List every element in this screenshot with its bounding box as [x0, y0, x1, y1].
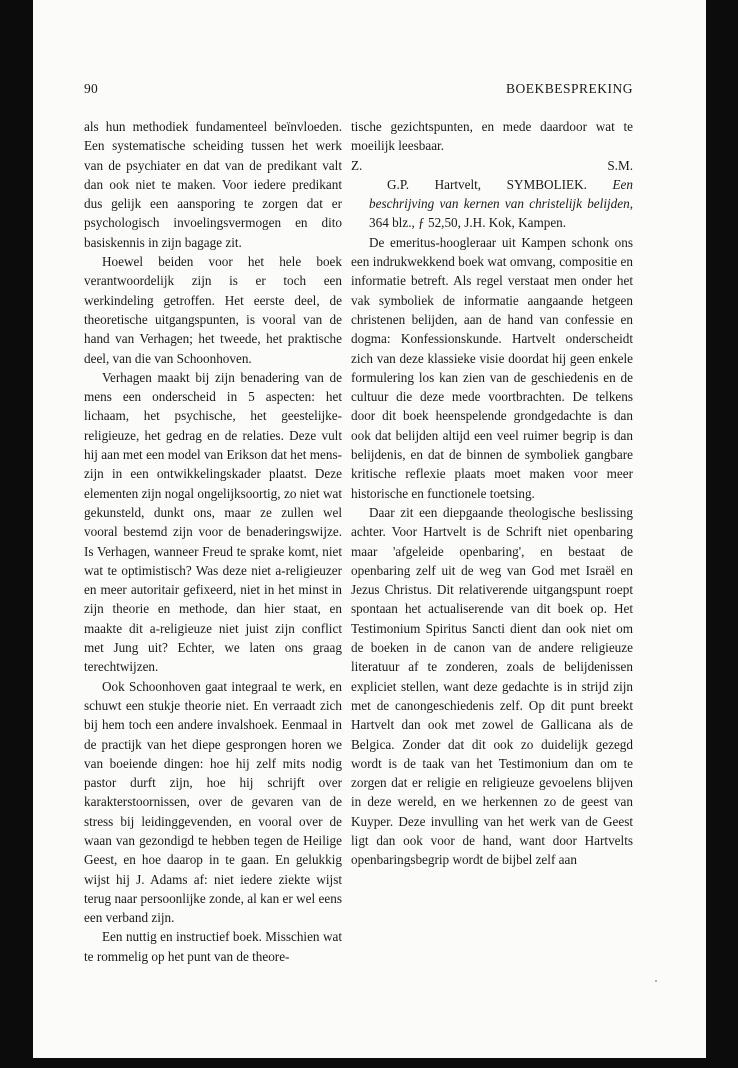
paragraph: Verhagen maakt bij zijn benadering van de mens een onderscheid in 5 aspecten: het lichaam, het psychische, het geestelijke-religieuze, het gedrag en de relaties. Deze vult hij aan met een model van Erikson dat het mens-zijn in een ontwikkelingskader plaatst. Deze elementen zijn nogal ongelijksoortig, zo niet wat gekunsteld, dunkt ons, maar ze zullen wel vooral bestemd zijn voor de benaderingswijze. Is Verhagen, wanneer Freud te sprake komt, niet wat te optimistisch? Was deze niet a-religieuzer en meer autoritair gefixeerd, niet in het minst in zijn theorie en methode, dan hier staat, en maakte dit a-religieuze niet juist zijn conflict met Jung uit? Echter, we laten ons graag terechtwijzen. — [84, 369, 342, 675]
signature-right: S.M. — [607, 157, 633, 173]
paragraph: Daar zit een diepgaande theologische beslissing achter. Voor Hartvelt is de Schrift niet openbaring maar 'afgeleide openbaring', en bestaat de openbaring zelf uit de weg van God met Israël en Jezus Christus. Dit relativerende uitgangspunt roept spontaan het actualiserende van dit boek op. Het Testimonium Spiritus Sancti dient dan ook niet om de boeken in de canon van de andere religieuze literatuur af te zonderen, zoals de belijdenissen expliciet stellen, want deze gedachte is in strijd zijn met de canongeschiedenis zelf. Op dit punt breekt Hartvelt dan ook met zowel de Gallicana als de Belgica. Zonder dat dit ook zo duidelijk gezegd wordt is de taak van het Testimonium dan om te zorgen dat er religie en religieuze gevoelens blijven in deze wereld, en we herkennen zo de geest van Kuyper. Deze invulling van het werk van de Geest ligt dan ook voor de hand, want door Hartvelts openbaringsbegrip wordt de bijbel zelf aan — [351, 504, 633, 868]
paragraph: Een nuttig en instructief boek. Misschien wat te rommelig op het punt van de theore- — [84, 929, 342, 964]
page-number: 90 — [84, 81, 98, 96]
scan-border-right — [706, 0, 738, 1068]
left-column — [84, 117, 342, 966]
paragraph: Hoewel beiden voor het hele boek verantwoordelijk zijn is er toch een werkindeling getroffen. Het eerste deel, de theoretische uitgangspunten, is vooral van de hand van Verhagen; het tweede, het praktische deel, van die van Schoonhoven. — [84, 254, 342, 366]
review-heading — [351, 175, 633, 233]
paragraph: Ook Schoonhoven gaat integraal te werk, en schuwt een stukje theorie niet. En verraadt zich bij hem toch een andere invalshoek. Eenmaal in de practijk van het diepe gesprongen horen we van boeiende dingen: hoe hij zelf mits nodig pastor durft zijn, hoe hij schrijft over karakterstoornissen, over de gevaren van de stress bij leidinggevenden, en vooral over de waan van gezondigd te hebben tegen de Heilige Geest, en hoe daarop in te gaan. En gelukkig wijst hij J. Adams af: niet iedere ziekte wijst terug naar persoonlijke zonde, al kan er wel eens een verband zijn. — [84, 678, 342, 926]
review-author-title: G.P. Hartvelt, SYMBOLIEK. — [387, 176, 587, 192]
review-subtitle: Een beschrijving van kernen van christelijk belijden — [369, 176, 634, 212]
right-column — [351, 117, 633, 870]
section-title: BOEKBESPREKING — [505, 81, 633, 96]
review-signature — [351, 156, 633, 175]
scan-speck — [655, 980, 657, 982]
review-details: , 364 blz., ƒ 52,50, J.H. Kok, Kampen. — [369, 196, 633, 231]
scan-border-bottom — [0, 1058, 738, 1068]
signature-left: Z. — [351, 157, 363, 173]
paragraph: als hun methodiek fundamenteel beïnvloeden. Een systematische scheiding tussen het werk van de psychiater en dat van de predikant valt dan ook niet te maken. Voor iedere predikant dus gelijk een aansporing te zorgen dat er psychologisch invoelingsvermogen en dito basiskennis in zijn bagage zit. — [84, 119, 342, 250]
running-header — [84, 81, 633, 99]
scan-border-left — [0, 0, 33, 1068]
paragraph: tische gezichtspunten, en mede daardoor wat te moeilijk leesbaar. — [351, 119, 633, 154]
paragraph: De emeritus-hoogleraar uit Kampen schonk ons een indrukwekkend boek wat omvang, compositie en informatie betreft. Als regel verstaat men onder het vak symboliek de informatie aangaande hetgeen christenen belijden, aan de hand van confessie en dogma: Konfessionskunde. Hartvelt onderscheidt zich van deze klassieke visie doordat hij geen enkele formulering los kan zien van de geschiedenis en de cultuur die deze mede voortbrachten. De telkens door dit boek heenspelende grondgedachte is dan ook dat belijden altijd een veel ruimer begrip is dan belijdenis, en dat de binnen de symboliek gangbare kritische reflexie plaats moet maken voor meer historische en functionele toetsing. — [351, 234, 633, 501]
